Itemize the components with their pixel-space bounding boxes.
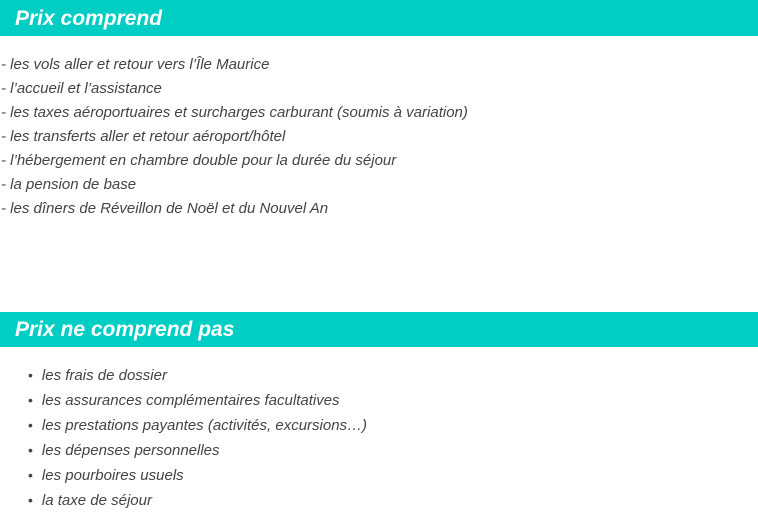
excluded-item	[28, 463, 758, 488]
excluded-item-text: la taxe de séjour	[41, 492, 152, 509]
bullet-dot: •	[28, 467, 33, 483]
excluded-item-text: les prestations payantes (activités, excursions…)	[41, 417, 368, 434]
bullet-dot: •	[28, 442, 33, 458]
excluded-item	[28, 488, 758, 513]
excluded-item	[28, 413, 758, 438]
excluded-item-text: les assurances complémentaires facultatives	[41, 392, 340, 409]
included-item: - les transferts aller et retour aéroport/hôtel	[1, 128, 286, 145]
excluded-item-text: les dépenses personnelles	[41, 442, 220, 459]
excluded-item-text: les frais de dossier	[41, 367, 167, 384]
bullet-dot: •	[28, 417, 33, 433]
excluded-item	[28, 363, 758, 388]
price-includes-list	[1, 53, 758, 221]
included-item: - les taxes aéroportuaires et surcharges carburant (soumis à variation)	[1, 104, 468, 121]
excluded-item-text: les pourboires usuels	[41, 467, 184, 484]
included-item: - l’accueil et l’assistance	[1, 80, 162, 97]
included-item: - les vols aller et retour vers l’Île Maurice	[1, 56, 270, 73]
included-item: - la pension de base	[1, 176, 137, 193]
bullet-dot: •	[28, 367, 33, 383]
price-excludes-list	[0, 363, 758, 513]
price-excludes-header	[0, 312, 758, 347]
excluded-item	[28, 388, 758, 413]
price-includes-title: Prix comprend	[15, 6, 163, 30]
bullet-dot: •	[28, 392, 33, 408]
included-item: - l’hébergement en chambre double pour la durée du séjour	[1, 152, 397, 169]
included-item: - les dîners de Réveillon de Noël et du Nouvel An	[1, 200, 329, 217]
price-includes-header	[0, 0, 758, 36]
bullet-dot: •	[28, 492, 33, 508]
excluded-item	[28, 438, 758, 463]
price-excludes-title: Prix ne comprend pas	[15, 318, 235, 341]
